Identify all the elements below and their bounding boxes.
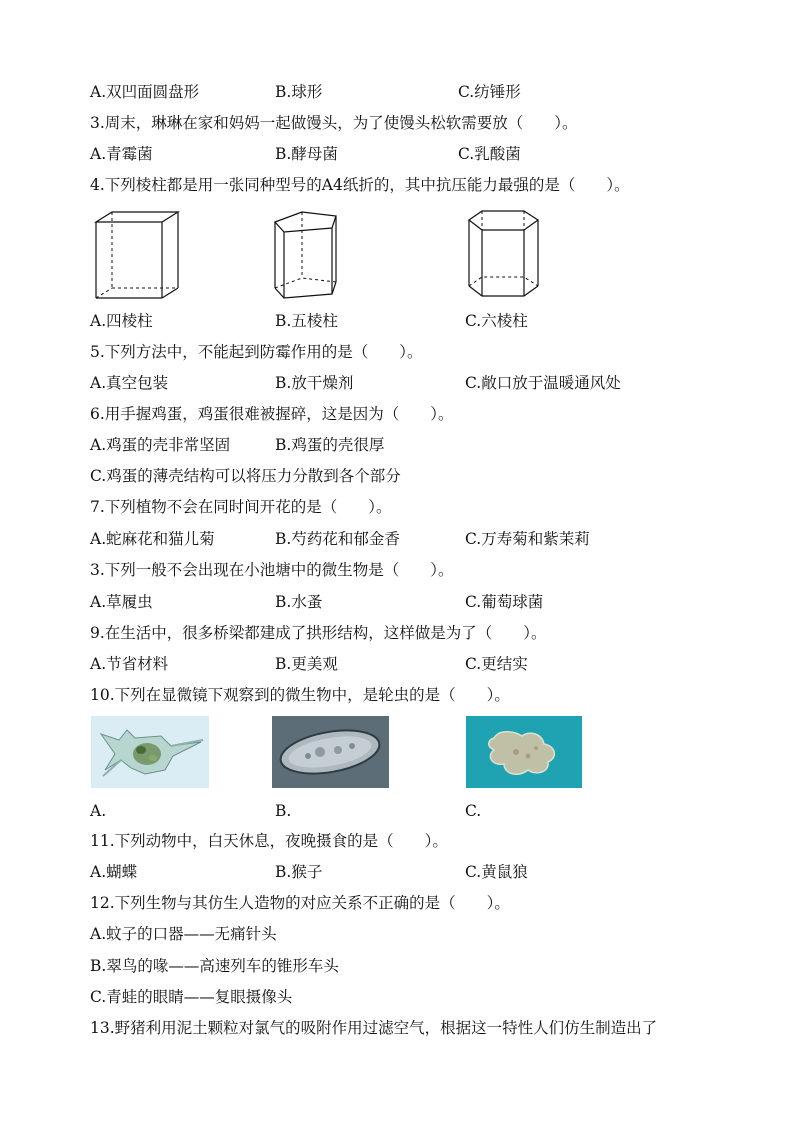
q9-option-c: C.更结实	[465, 655, 528, 673]
question-3: 3.周末，琳琳在家和妈妈一起做馒头，为了使馒头松软需要放（ ）。	[90, 114, 578, 132]
question-4: 4.下列棱柱都是用一张同种型号的A4纸折的，其中抗压能力最强的是（ ）。	[90, 176, 630, 194]
question-6: 6.用手握鸡蛋，鸡蛋很难被握碎，这是因为（ ）。	[90, 405, 454, 423]
q3-option-b: B.酵母菌	[275, 145, 338, 163]
question-7: 7.下列植物不会在同时间开花的是（ ）。	[90, 498, 392, 516]
q12-option-a: A.蚊子的口器——无痛针头	[90, 925, 277, 943]
question-9: 9.在生活中，很多桥梁都建成了拱形结构，这样做是为了（ ）。	[90, 624, 547, 642]
q12-option-b: B.翠鸟的喙——高速列车的锥形车头	[90, 957, 339, 975]
q7-option-b: B.芍药花和郁金香	[275, 530, 400, 548]
paramecium-photo	[272, 716, 389, 788]
q8-option-c: C.葡萄球菌	[465, 593, 544, 611]
question-11: 11.下列动物中，白天休息，夜晚摄食的是（ ）。	[90, 832, 448, 850]
q10-option-a: A.	[90, 802, 107, 820]
amoeba-photo	[466, 716, 582, 788]
q4-option-a: A.四棱柱	[90, 312, 153, 330]
q10-option-b: B.	[275, 802, 292, 820]
q5-option-c: C.敞口放于温暖通风处	[465, 374, 621, 392]
q10-option-c: C.	[465, 802, 482, 820]
q12-option-c: C.青蛙的眼睛——复眼摄像头	[90, 988, 293, 1006]
q6-option-a: A.鸡蛋的壳非常坚固	[90, 436, 231, 454]
q3-option-c: C.乳酸菌	[458, 145, 521, 163]
q7-option-c: C.万寿菊和紫茉莉	[465, 530, 590, 548]
q8-option-a: A.草履虫	[90, 593, 153, 611]
q7-option-a: A.蛇麻花和猫儿菊	[90, 530, 215, 548]
question-12: 12.下列生物与其仿生人造物的对应关系不正确的是（ ）。	[90, 894, 510, 912]
rotifer-photo	[91, 716, 209, 788]
q4-option-b: B.五棱柱	[275, 312, 338, 330]
question-8: 3.下列一般不会出现在小池塘中的微生物是（ ）。	[90, 561, 454, 579]
question-13: 13.野猪利用泥土颗粒对氯气的吸附作用过滤空气，根据这一特性人们仿生制造出了	[90, 1019, 658, 1037]
question-10: 10.下列在显微镜下观察到的微生物中，是轮虫的是（ ）。	[90, 686, 510, 704]
pentagonal-prism-figure	[272, 210, 344, 302]
q11-option-c: C.黄鼠狼	[465, 863, 528, 881]
q2-option-b: B.球形	[275, 83, 323, 101]
q3-option-a: A.青霉菌	[90, 145, 153, 163]
q6-option-b: B.鸡蛋的壳很厚	[275, 436, 385, 454]
q11-option-b: B.猴子	[275, 863, 323, 881]
q2-option-c: C.纺锤形	[458, 83, 521, 101]
question-5: 5.下列方法中，不能起到防霉作用的是（ ）。	[90, 343, 423, 361]
q4-option-c: C.六棱柱	[465, 312, 528, 330]
q2-option-a: A.双凹面圆盘形	[90, 83, 200, 101]
square-prism-figure	[92, 210, 184, 302]
q6-option-c: C.鸡蛋的薄壳结构可以将压力分散到各个部分	[90, 467, 401, 485]
q9-option-a: A.节省材料	[90, 655, 169, 673]
hexagonal-prism-figure	[466, 208, 542, 302]
q8-option-b: B.水蚤	[275, 593, 323, 611]
q9-option-b: B.更美观	[275, 655, 338, 673]
q5-option-a: A.真空包装	[90, 374, 169, 392]
q5-option-b: B.放干燥剂	[275, 374, 354, 392]
q11-option-a: A.蝴蝶	[90, 863, 138, 881]
